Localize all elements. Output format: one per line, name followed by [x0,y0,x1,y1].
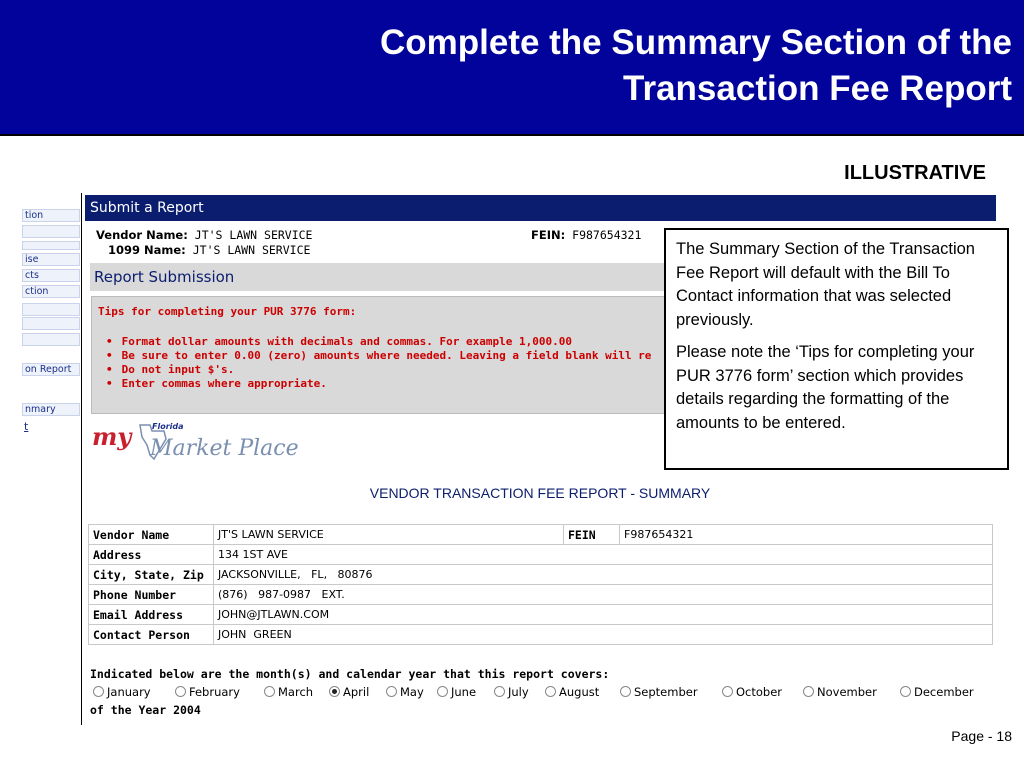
month-label: July [508,685,529,699]
fein-line [531,228,641,242]
nav-item-9[interactable] [22,333,80,346]
tip-item: • Format dollar amounts with decimals and commas. For example 1,000.00 [106,335,651,349]
radio-selected-icon[interactable] [329,686,340,697]
callout-paragraph-2: Please note the ‘Tips for completing your PUR 3776 form’ section which provides details regarding the formatting of the amounts to be entered. [676,343,975,432]
myfloridamarketplace-logo [92,415,302,467]
tip-item: • Be sure to enter 0.00 (zero) amounts where needed. Leaving a field blank will re [106,349,651,363]
nav-item-11[interactable]: nmary [22,403,80,416]
callout-box [664,228,1009,470]
nav-item-3[interactable] [22,241,80,250]
month-label: May [400,685,424,699]
tips-title: Tips for completing your PUR 3776 form: [98,305,357,318]
name-1099-line [108,243,310,257]
logo-marketplace: Market Place [150,436,299,461]
logo-my: my [92,422,132,451]
city-cell-label: City, State, Zip [89,565,214,585]
radio-icon[interactable] [175,686,186,697]
month-label: March [278,685,314,699]
report-year-line: of the Year 2004 [90,703,201,717]
table-row [89,525,993,545]
left-nav [0,193,82,725]
name-1099-label: 1099 Name: [108,243,186,257]
tip-item: • Do not input $'s. [106,363,651,377]
vendor-name-label: Vendor Name: [96,228,188,242]
month-label: December [914,685,974,699]
radio-icon[interactable] [620,686,631,697]
name-1099-value: JT'S LAWN SERVICE [192,243,311,257]
table-row [89,545,993,565]
month-radio-november[interactable] [803,685,877,700]
month-label: November [817,685,877,699]
fein-cell: F987654321 [620,525,993,545]
nav-item-10[interactable]: on Report [22,363,80,376]
month-radio-august[interactable] [545,685,599,700]
nav-item-12[interactable]: t [24,421,29,433]
radio-icon[interactable] [900,686,911,697]
radio-icon[interactable] [545,686,556,697]
month-radio-july[interactable] [494,685,529,700]
nav-item-8[interactable] [22,317,80,330]
callout-paragraph-1: The Summary Section of the Transaction Fee Report will default with the Bill To Contact information that was selected previously. [676,240,975,329]
page-number: Page - 18 [951,728,1012,744]
city-cell: JACKSONVILLE, FL, 80876 [214,565,993,585]
slide-title-bar [0,0,1024,136]
submit-report-header: Submit a Report [85,195,996,221]
report-submission-heading: Report Submission [90,263,670,291]
nav-item-7[interactable] [22,303,80,316]
address-cell-label: Address [89,545,214,565]
nav-item-4[interactable]: ise [22,253,80,266]
month-label: January [107,685,151,699]
month-label: October [736,685,783,699]
tip-item: • Enter commas where appropriate. [106,377,651,391]
table-row [89,565,993,585]
month-radio-may[interactable] [386,685,424,700]
table-row [89,585,993,605]
illustrative-tag: ILLUSTRATIVE [844,162,986,184]
logo-graphic [92,415,302,467]
fein-label: FEIN: [531,228,566,242]
email-cell-label: Email Address [89,605,214,625]
vendor-name-line [96,228,312,242]
contact-cell-label: Contact Person [89,625,214,645]
slide-title-line-2: Transaction Fee Report [623,69,1012,108]
table-row [89,605,993,625]
tips-list [106,335,651,391]
fein-cell-label: FEIN [564,525,620,545]
email-cell: JOHN@JTLAWN.COM [214,605,993,625]
radio-icon[interactable] [803,686,814,697]
fein-value: F987654321 [572,228,642,242]
radio-icon[interactable] [437,686,448,697]
table-row [89,625,993,645]
phone-cell-label: Phone Number [89,585,214,605]
phone-cell: (876) 987-0987 EXT. [214,585,993,605]
month-label: April [343,685,370,699]
slide-title [112,20,1012,112]
month-radio-september[interactable] [620,685,698,700]
nav-item-5[interactable]: cts [22,269,80,282]
contact-cell: JOHN GREEN [214,625,993,645]
month-label: September [634,685,698,699]
nav-item-2[interactable] [22,225,80,238]
vendor-info-table [88,524,993,645]
vendor-name-value: JT'S LAWN SERVICE [194,228,313,242]
radio-icon[interactable] [93,686,104,697]
tips-box [91,296,670,414]
slide-title-line-1: Complete the Summary Section of the [379,23,1012,62]
month-radio-january[interactable] [93,685,151,700]
month-radio-december[interactable] [900,685,974,700]
nav-item-6[interactable]: ction [22,285,80,298]
month-radio-april[interactable] [329,685,369,700]
radio-icon[interactable] [722,686,733,697]
vendor-name-cell-label: Vendor Name [89,525,214,545]
months-caption: Indicated below are the month(s) and calendar year that this report covers: [90,667,610,681]
address-cell: 134 1ST AVE [214,545,993,565]
month-label: August [559,685,600,699]
radio-icon[interactable] [264,686,275,697]
vendor-name-cell: JT'S LAWN SERVICE [214,525,564,545]
logo-florida: Florida [152,422,184,431]
summary-title: VENDOR TRANSACTION FEE REPORT - SUMMARY [369,485,711,501]
radio-icon[interactable] [386,686,397,697]
month-label: June [451,685,477,699]
radio-icon[interactable] [494,686,505,697]
month-label: February [189,685,240,699]
month-radio-october[interactable] [722,685,782,700]
month-radio-february[interactable] [175,685,240,700]
month-radio-june[interactable] [437,685,476,700]
nav-item-1[interactable]: tion [22,209,80,222]
month-radio-march[interactable] [264,685,313,700]
